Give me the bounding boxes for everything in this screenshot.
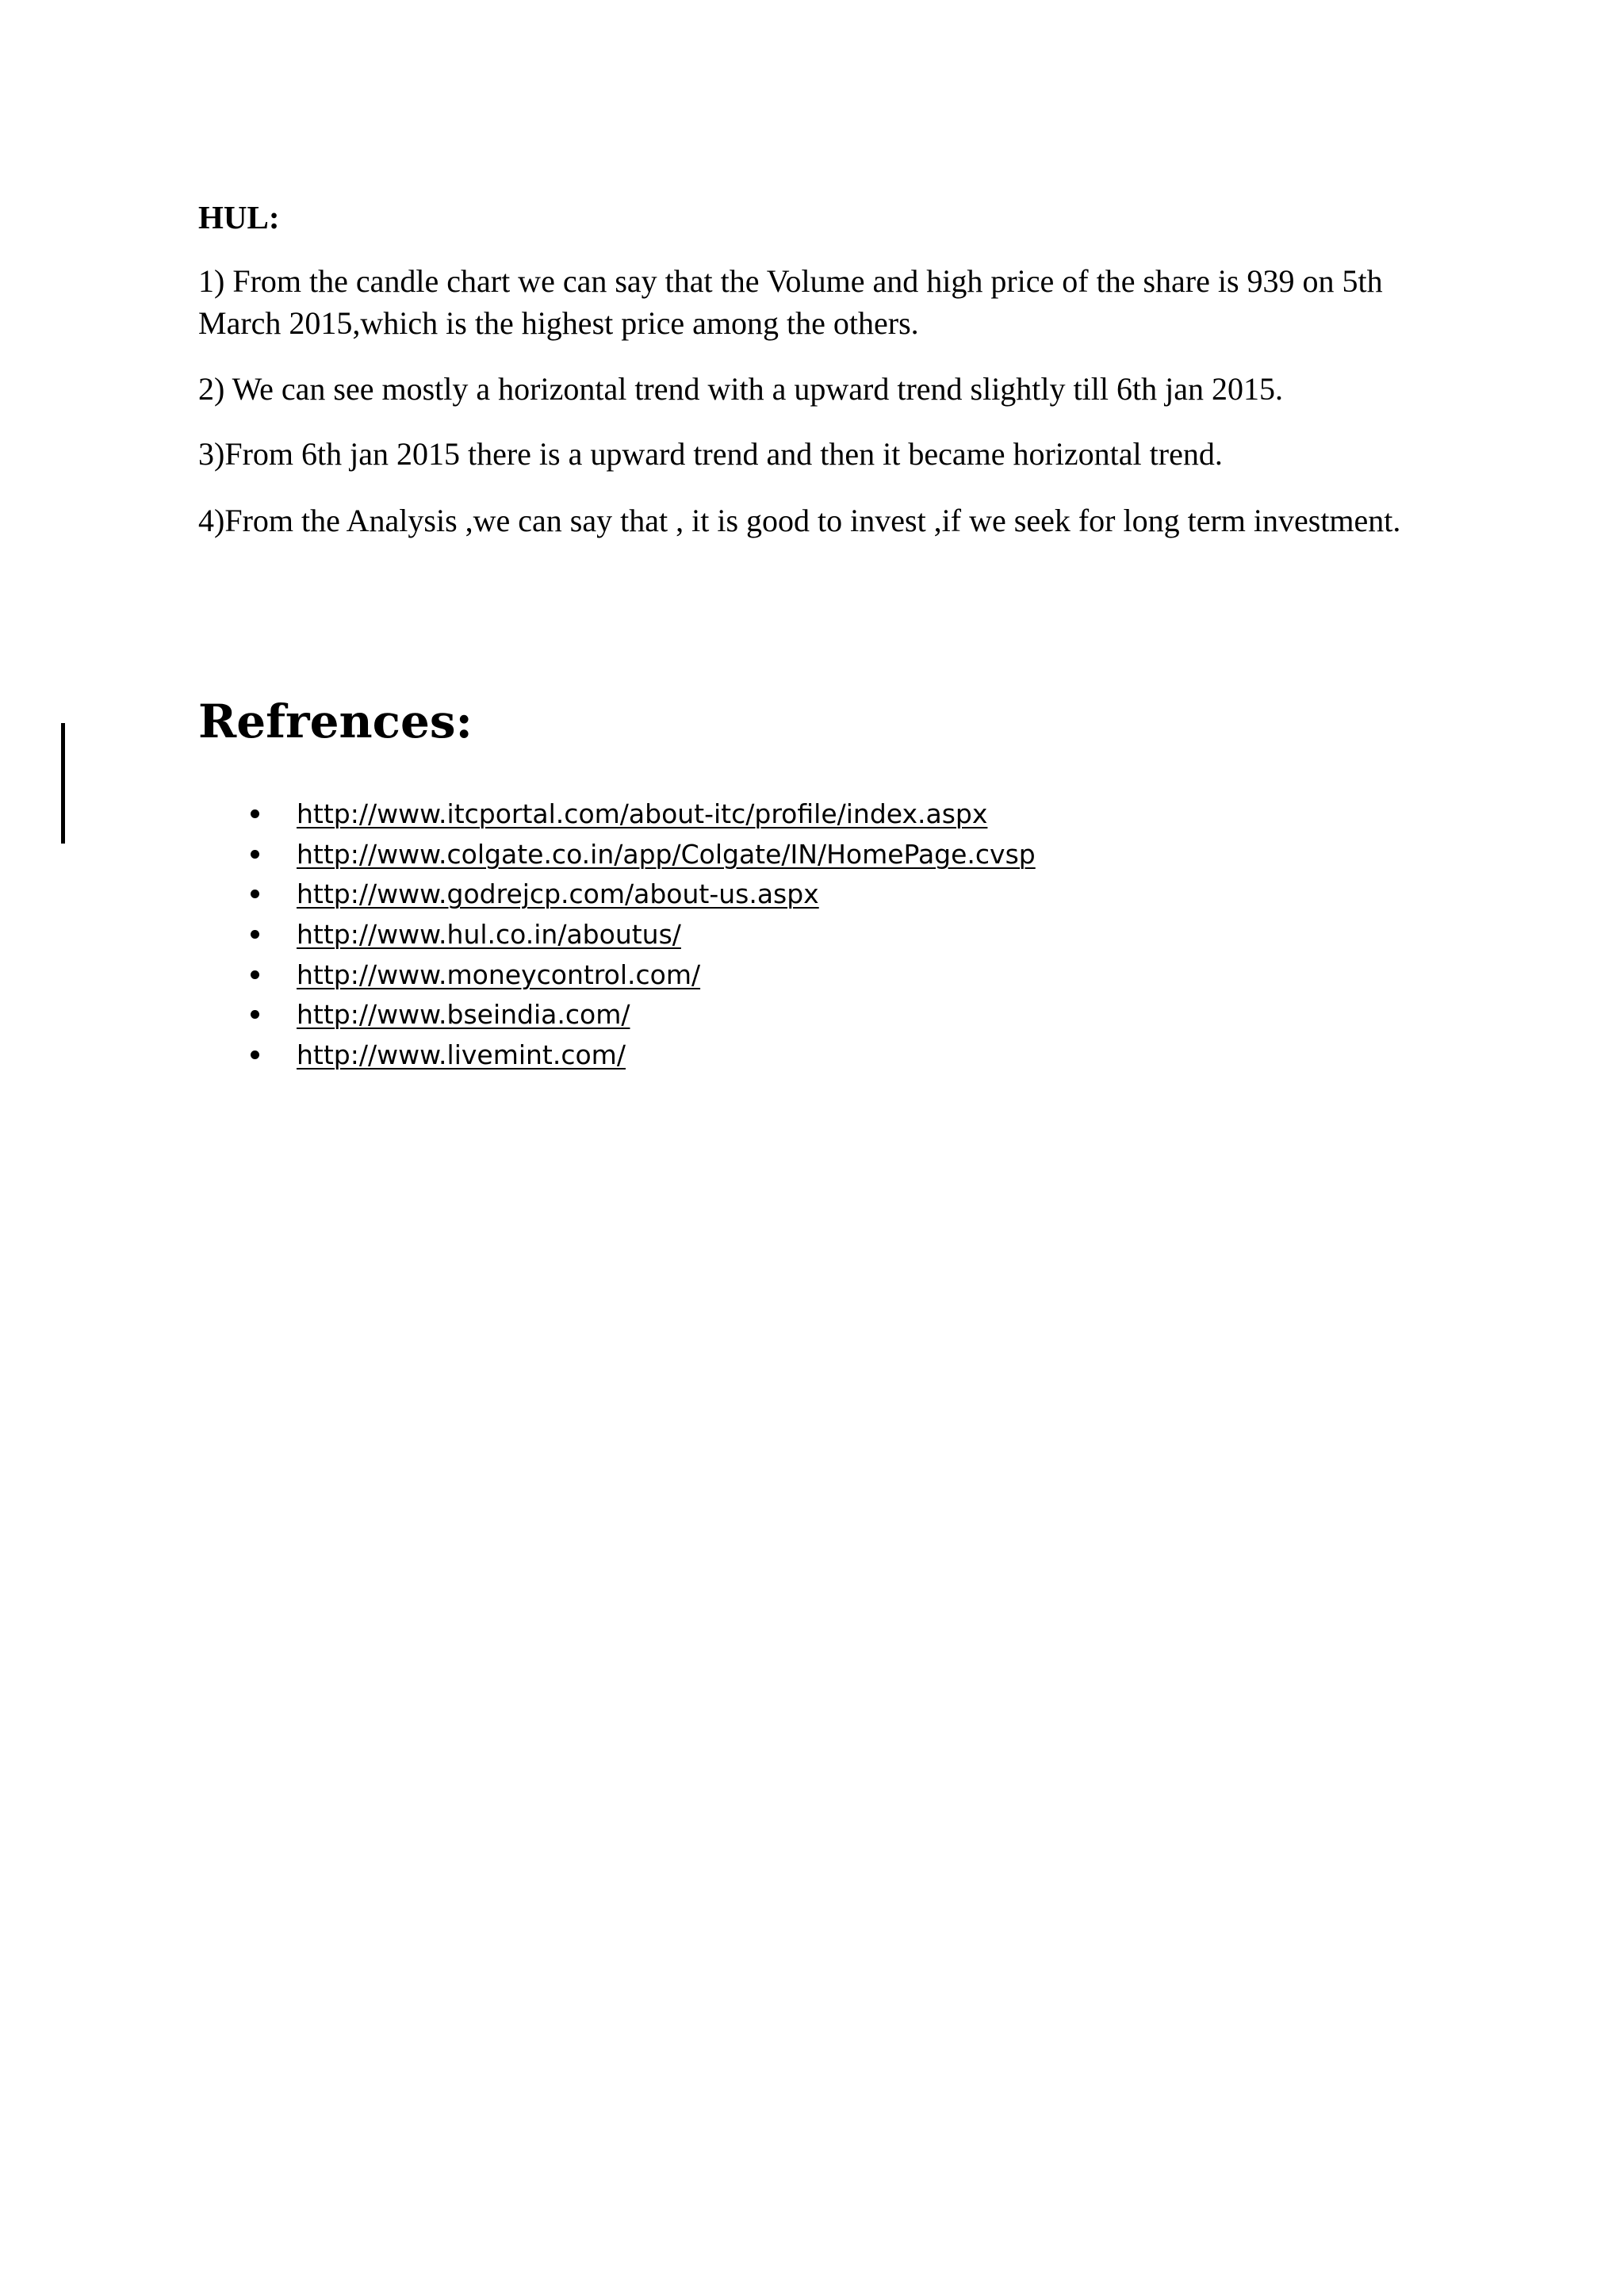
analysis-point-2: 2) We can see mostly a horizontal trend with a upward trend slightly till 6th jan 2015. <box>198 371 1283 407</box>
bullet-icon <box>251 809 259 818</box>
analysis-point-4: 4)From the Analysis ,we can say that , it is good to invest ,if we seek for long term investment. <box>198 503 1401 538</box>
bullet-icon <box>251 970 259 979</box>
analysis-point-1: 1) From the candle chart we can say that the Volume and high price of the share is 939 on 5th March 2015,which is the highest price among the others. <box>198 263 1383 341</box>
reference-link-bseindia[interactable]: http://www.bseindia.com/ <box>297 999 630 1031</box>
revision-bar <box>61 723 65 844</box>
reference-link-godrejcp[interactable]: http://www.godrejcp.com/about-us.aspx <box>297 878 819 910</box>
analysis-point-3: 3)From 6th jan 2015 there is a upward trend and then it became horizontal trend. <box>198 436 1223 472</box>
bullet-icon <box>251 930 259 939</box>
reference-link-moneycontrol[interactable]: http://www.moneycontrol.com/ <box>297 959 701 990</box>
section-heading: HUL: <box>198 199 280 235</box>
bullet-icon <box>251 890 259 898</box>
reference-link-hul[interactable]: http://www.hul.co.in/aboutus/ <box>297 919 681 951</box>
bullet-icon <box>251 1050 259 1059</box>
references-heading: Refrences: <box>198 695 473 748</box>
bullet-icon <box>251 1010 259 1019</box>
reference-link-livemint[interactable]: http://www.livemint.com/ <box>297 1039 626 1071</box>
reference-link-colgate[interactable]: http://www.colgate.co.in/app/Colgate/IN/HomePage.cvsp <box>297 838 1036 870</box>
reference-link-itcportal[interactable]: http://www.itcportal.com/about-itc/profile/index.aspx <box>297 798 988 829</box>
bullet-icon <box>251 850 259 859</box>
